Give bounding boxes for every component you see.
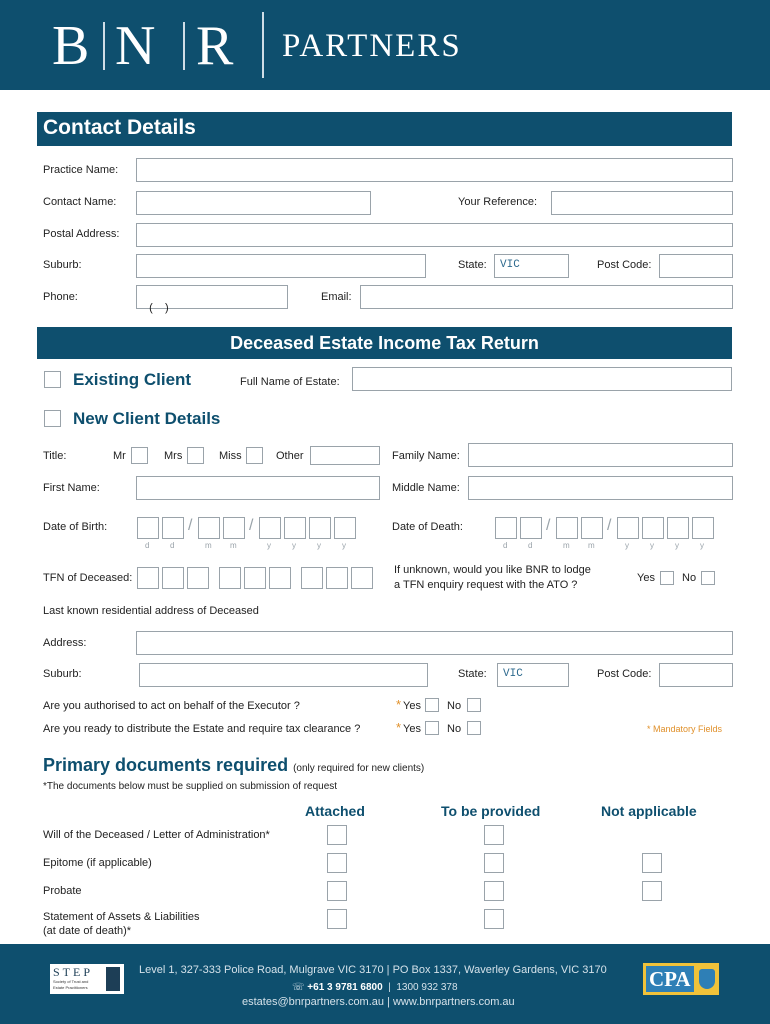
dod-year-2[interactable] — [642, 517, 664, 539]
existing-client-heading: Existing Client — [73, 370, 192, 389]
dod-month-1[interactable] — [556, 517, 578, 539]
doc-row-statement-line1: Statement of Assets & Liabilities — [43, 911, 200, 923]
dod-year-1[interactable] — [617, 517, 639, 539]
authorised-yes-checkbox[interactable] — [425, 698, 439, 712]
tfn-no-label: No — [682, 572, 697, 584]
distribute-no-checkbox[interactable] — [467, 721, 481, 735]
logo-partners: PARTNERS — [282, 28, 462, 64]
dod-hint-d: d — [503, 541, 509, 550]
doc-row-will: Will of the Deceased / Letter of Administration* — [43, 829, 270, 841]
tfn-digit-3[interactable] — [187, 567, 209, 589]
dod-hint-y: y — [675, 541, 680, 550]
tfn-no-checkbox[interactable] — [701, 571, 715, 585]
step-logo — [50, 964, 124, 994]
footer-phone: +61 3 9781 6800 — [307, 982, 383, 993]
family-name-label: Family Name: — [392, 450, 460, 462]
last-known-address-heading: Last known residential address of Deceased — [43, 605, 259, 617]
state-label: State: — [458, 259, 487, 271]
tfn-yes-checkbox[interactable] — [660, 571, 674, 585]
mrs-label: Mrs — [164, 450, 183, 462]
contact-section-header — [37, 112, 732, 146]
authorised-question: Are you authorised to act on behalf of the Executor ? — [43, 700, 300, 712]
documents-title: Primary documents required — [43, 755, 289, 775]
tfn-digit-6[interactable] — [269, 567, 291, 589]
deceased-post-code-field[interactable] — [659, 663, 733, 687]
miss-checkbox[interactable] — [246, 447, 263, 464]
tfn-unknown-line2: a TFN enquiry request with the ATO ? — [394, 579, 578, 591]
dob-hint-m: m — [230, 541, 238, 550]
authorised-no-checkbox[interactable] — [467, 698, 481, 712]
dod-hint-d: d — [528, 541, 534, 550]
dod-hint-m: m — [588, 541, 596, 550]
dob-year-1[interactable] — [259, 517, 281, 539]
column-attached: Attached — [305, 803, 365, 819]
column-to-be-provided: To be provided — [441, 803, 541, 819]
phone-field[interactable] — [136, 285, 288, 314]
dob-month-2[interactable] — [223, 517, 245, 539]
tfn-yes-label: Yes — [637, 572, 655, 584]
miss-label: Miss — [219, 450, 242, 462]
footer-phone-line — [292, 982, 458, 993]
dod-month-2[interactable] — [581, 517, 603, 539]
epitome-not-applicable-checkbox[interactable] — [642, 853, 662, 873]
address-field[interactable] — [136, 631, 733, 655]
documents-title-note: (only required for new clients) — [293, 763, 425, 774]
tfn-digit-4[interactable] — [219, 567, 241, 589]
dob-year-4[interactable] — [334, 517, 356, 539]
dod-separator: / — [546, 517, 551, 534]
will-attached-checkbox[interactable] — [327, 825, 347, 845]
email-field[interactable] — [360, 285, 733, 309]
dob-separator: / — [188, 517, 193, 534]
your-reference-label: Your Reference: — [458, 196, 538, 208]
cpa-logo-text: CPA — [646, 966, 694, 992]
new-client-heading: New Client Details — [73, 409, 221, 428]
distribute-question: Are you ready to distribute the Estate and require tax clearance ? — [43, 723, 361, 735]
middle-name-label: Middle Name: — [392, 482, 460, 494]
footer-phone-divider: | — [385, 982, 394, 993]
footer-web: estates@bnrpartners.com.au | www.bnrpartners.com.au — [242, 996, 515, 1008]
distribute-no-label: No — [447, 723, 462, 735]
postal-address-field[interactable] — [136, 223, 733, 247]
logo-letter-n: N — [115, 15, 158, 77]
logo-divider — [183, 22, 185, 70]
dob-hint-y: y — [292, 541, 297, 550]
tfn-unknown-line1: If unknown, would you like BNR to lodge — [394, 564, 591, 576]
dob-label: Date of Birth: — [43, 521, 108, 533]
logo-letter-b: B — [52, 15, 92, 77]
address-label: Address: — [43, 637, 87, 649]
first-name-field[interactable] — [136, 476, 380, 500]
cpa-logo — [643, 963, 719, 995]
dob-day-2[interactable] — [162, 517, 184, 539]
distribute-yes-checkbox[interactable] — [425, 721, 439, 735]
authorised-yes-label: Yes — [403, 700, 421, 712]
distribute-required-star: * — [396, 720, 402, 735]
family-name-field[interactable] — [468, 443, 733, 467]
other-title-field[interactable] — [310, 446, 380, 465]
step-logo-sub1: Society of Trust and — [53, 979, 89, 984]
epitome-attached-checkbox[interactable] — [327, 853, 347, 873]
phone-label: Phone: — [43, 291, 78, 303]
new-client-checkbox[interactable] — [44, 410, 61, 427]
mr-label: Mr — [113, 450, 126, 462]
dod-day-2[interactable] — [520, 517, 542, 539]
step-logo-sub2: Estate Practitioners — [53, 985, 88, 990]
post-code-label: Post Code: — [597, 259, 652, 271]
mr-checkbox[interactable] — [131, 447, 148, 464]
statement-to-be-provided-checkbox[interactable] — [484, 909, 504, 929]
dod-year-3[interactable] — [667, 517, 689, 539]
state-field[interactable]: VIC — [494, 254, 569, 278]
tfn-digit-7[interactable] — [301, 567, 323, 589]
dob-hint-d: d — [145, 541, 151, 550]
dob-day-1[interactable] — [137, 517, 159, 539]
distribute-yes-label: Yes — [403, 723, 421, 735]
existing-client-checkbox[interactable] — [44, 371, 61, 388]
deceased-post-code-label: Post Code: — [597, 668, 652, 680]
suburb-label: Suburb: — [43, 259, 82, 271]
documents-note: *The documents below must be supplied on submission of request — [43, 781, 338, 792]
authorised-no-label: No — [447, 700, 462, 712]
other-label: Other — [276, 450, 304, 462]
doc-row-epitome: Epitome (if applicable) — [43, 857, 152, 869]
dod-hint-y: y — [700, 541, 705, 550]
will-to-be-provided-checkbox[interactable] — [484, 825, 504, 845]
probate-attached-checkbox[interactable] — [327, 881, 347, 901]
logo-divider — [262, 12, 264, 78]
tfn-label: TFN of Deceased: — [43, 572, 133, 584]
dob-year-2[interactable] — [284, 517, 306, 539]
step-logo-text: STEP — [53, 965, 94, 979]
deceased-state-field[interactable]: VIC — [497, 663, 569, 687]
dod-hint-y: y — [625, 541, 630, 550]
your-reference-field[interactable] — [551, 191, 733, 215]
email-label: Email: — [321, 291, 352, 303]
title-label: Title: — [43, 450, 67, 462]
tfn-digit-5[interactable] — [244, 567, 266, 589]
logo-letter-r: R — [196, 15, 236, 77]
dob-hint-m: m — [205, 541, 213, 550]
deceased-state-label: State: — [458, 668, 487, 680]
full-name-estate-field[interactable] — [352, 367, 732, 391]
dob-year-3[interactable] — [309, 517, 331, 539]
estate-section-header — [37, 327, 732, 359]
dob-hint-y: y — [317, 541, 322, 550]
dob-hint-y: y — [342, 541, 347, 550]
doc-row-probate: Probate — [43, 885, 82, 897]
dod-day-1[interactable] — [495, 517, 517, 539]
deceased-suburb-label: Suburb: — [43, 668, 82, 680]
authorised-required-star: * — [396, 697, 402, 712]
logo-divider — [103, 22, 105, 70]
contact-name-field[interactable] — [136, 191, 371, 215]
documents-heading — [43, 755, 424, 776]
tfn-digit-2[interactable] — [162, 567, 184, 589]
full-name-estate-label: Full Name of Estate: — [240, 376, 340, 388]
mandatory-fields-note: * Mandatory Fields — [647, 724, 723, 734]
dod-hint-y: y — [650, 541, 655, 550]
post-code-field[interactable] — [659, 254, 733, 278]
mrs-checkbox[interactable] — [187, 447, 204, 464]
dob-separator: / — [249, 517, 254, 534]
doc-row-statement-line2: (at date of death)* — [43, 925, 132, 937]
footer-address: Level 1, 327-333 Police Road, Mulgrave VIC 3170 | PO Box 1337, Waverley Gardens, VIC 3170 — [139, 964, 607, 976]
step-logo-mark — [106, 967, 120, 991]
phone-icon: ☏ — [292, 982, 305, 993]
practice-name-field[interactable] — [136, 158, 733, 182]
tfn-digit-1[interactable] — [137, 567, 159, 589]
first-name-label: First Name: — [43, 482, 100, 494]
statement-attached-checkbox[interactable] — [327, 909, 347, 929]
tfn-digit-8[interactable] — [326, 567, 348, 589]
postal-address-label: Postal Address: — [43, 228, 120, 240]
cpa-crest-icon — [699, 969, 715, 989]
contact-title: Contact Details — [43, 116, 196, 139]
column-not-applicable: Not applicable — [601, 803, 697, 819]
probate-not-applicable-checkbox[interactable] — [642, 881, 662, 901]
dod-year-4[interactable] — [692, 517, 714, 539]
dob-hint-d: d — [170, 541, 176, 550]
epitome-to-be-provided-checkbox[interactable] — [484, 853, 504, 873]
tfn-digit-9[interactable] — [351, 567, 373, 589]
suburb-field[interactable] — [136, 254, 426, 278]
footer-phone2: 1300 932 378 — [396, 982, 458, 993]
contact-name-label: Contact Name: — [43, 196, 117, 208]
dod-label: Date of Death: — [392, 521, 463, 533]
dod-separator: / — [607, 517, 612, 534]
phone-parentheses: ( ) — [149, 302, 169, 314]
dod-hint-m: m — [563, 541, 571, 550]
middle-name-field[interactable] — [468, 476, 733, 500]
practice-name-label: Practice Name: — [43, 164, 119, 176]
probate-to-be-provided-checkbox[interactable] — [484, 881, 504, 901]
deceased-suburb-field[interactable] — [139, 663, 428, 687]
dob-month-1[interactable] — [198, 517, 220, 539]
dob-hint-y: y — [267, 541, 272, 550]
estate-title: Deceased Estate Income Tax Return — [230, 333, 539, 353]
